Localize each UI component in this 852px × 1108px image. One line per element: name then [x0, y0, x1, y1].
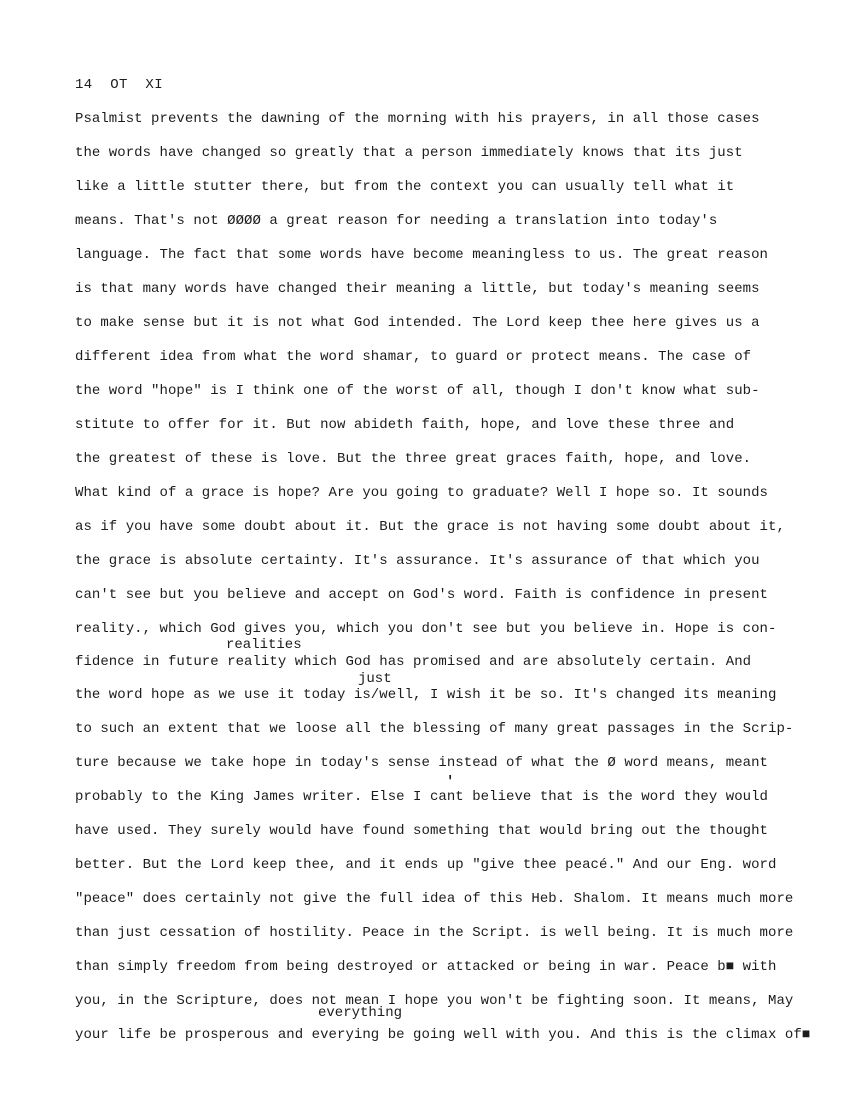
text-line: means. That's not ØØØØ a great reason for needing a translation into today's [75, 213, 718, 229]
text-line: "peace" does certainly not give the full idea of this Heb. Shalom. It means much more [75, 891, 794, 907]
page-header: 14 OT XI [75, 77, 164, 93]
text-line: Psalmist prevents the dawning of the morning with his prayers, in all those cases [75, 111, 760, 127]
insertion-just: just [358, 671, 392, 687]
text-line: the word "hope" is I think one of the worst of all, though I don't know what sub- [75, 383, 760, 399]
text-line: language. The fact that some words have become meaningless to us. The great reason [75, 247, 769, 263]
text-line: the words have changed so greatly that a person immediately knows that its just [75, 145, 743, 161]
text-line: ture because we take hope in today's sense instead of what the Ø word means, meant [75, 755, 769, 771]
text-line: can't see but you believe and accept on God's word. Faith is confidence in present [75, 587, 769, 603]
text-line: to make sense but it is not what God intended. The Lord keep thee here gives us a [75, 315, 760, 331]
text-line: fidence in future reality which God has promised and are absolutely certain. And [75, 654, 752, 670]
text-line: than simply freedom from being destroyed or attacked or being in war. Peace b■ with [75, 959, 777, 975]
text-line: to such an extent that we loose all the blessing of many great passages in the Scrip- [75, 721, 794, 737]
text-line: as if you have some doubt about it. But the grace is not having some doubt about it, [75, 519, 785, 535]
text-line: probably to the King James writer. Else I cant believe that is the word they would [75, 789, 769, 805]
text-line: the grace is absolute certainty. It's assurance. It's assurance of that which you [75, 553, 760, 569]
text-line: reality., which God gives you, which you don't see but you believe in. Hope is con- [75, 621, 777, 637]
text-line: than just cessation of hostility. Peace in the Script. is well being. It is much more [75, 925, 794, 941]
insertion-realities: realities [226, 637, 302, 653]
text-line: better. But the Lord keep thee, and it ends up "give thee peacé." And our Eng. word [75, 857, 777, 873]
text-line: have used. They surely would have found something that would bring out the thought [75, 823, 769, 839]
text-line: is that many words have changed their meaning a little, but today's meaning seems [75, 281, 760, 297]
insertion-apostrophe: ' [446, 774, 455, 790]
insertion-everything: everything [318, 1005, 403, 1021]
text-line: you, in the Scripture, does not mean I hope you won't be fighting soon. It means, May [75, 993, 794, 1009]
text-line: the word hope as we use it today is/well, I wish it be so. It's changed its meaning [75, 687, 777, 703]
text-line: the greatest of these is love. But the three great graces faith, hope, and love. [75, 451, 752, 467]
text-line: your life be prosperous and everying be going well with you. And this is the climax of■ [75, 1027, 811, 1043]
text-line: like a little stutter there, but from the context you can usually tell what it [75, 179, 735, 195]
text-line: stitute to offer for it. But now abideth faith, hope, and love these three and [75, 417, 735, 433]
text-line: What kind of a grace is hope? Are you going to graduate? Well I hope so. It sounds [75, 485, 769, 501]
text-line: different idea from what the word shamar, to guard or protect means. The case of [75, 349, 752, 365]
